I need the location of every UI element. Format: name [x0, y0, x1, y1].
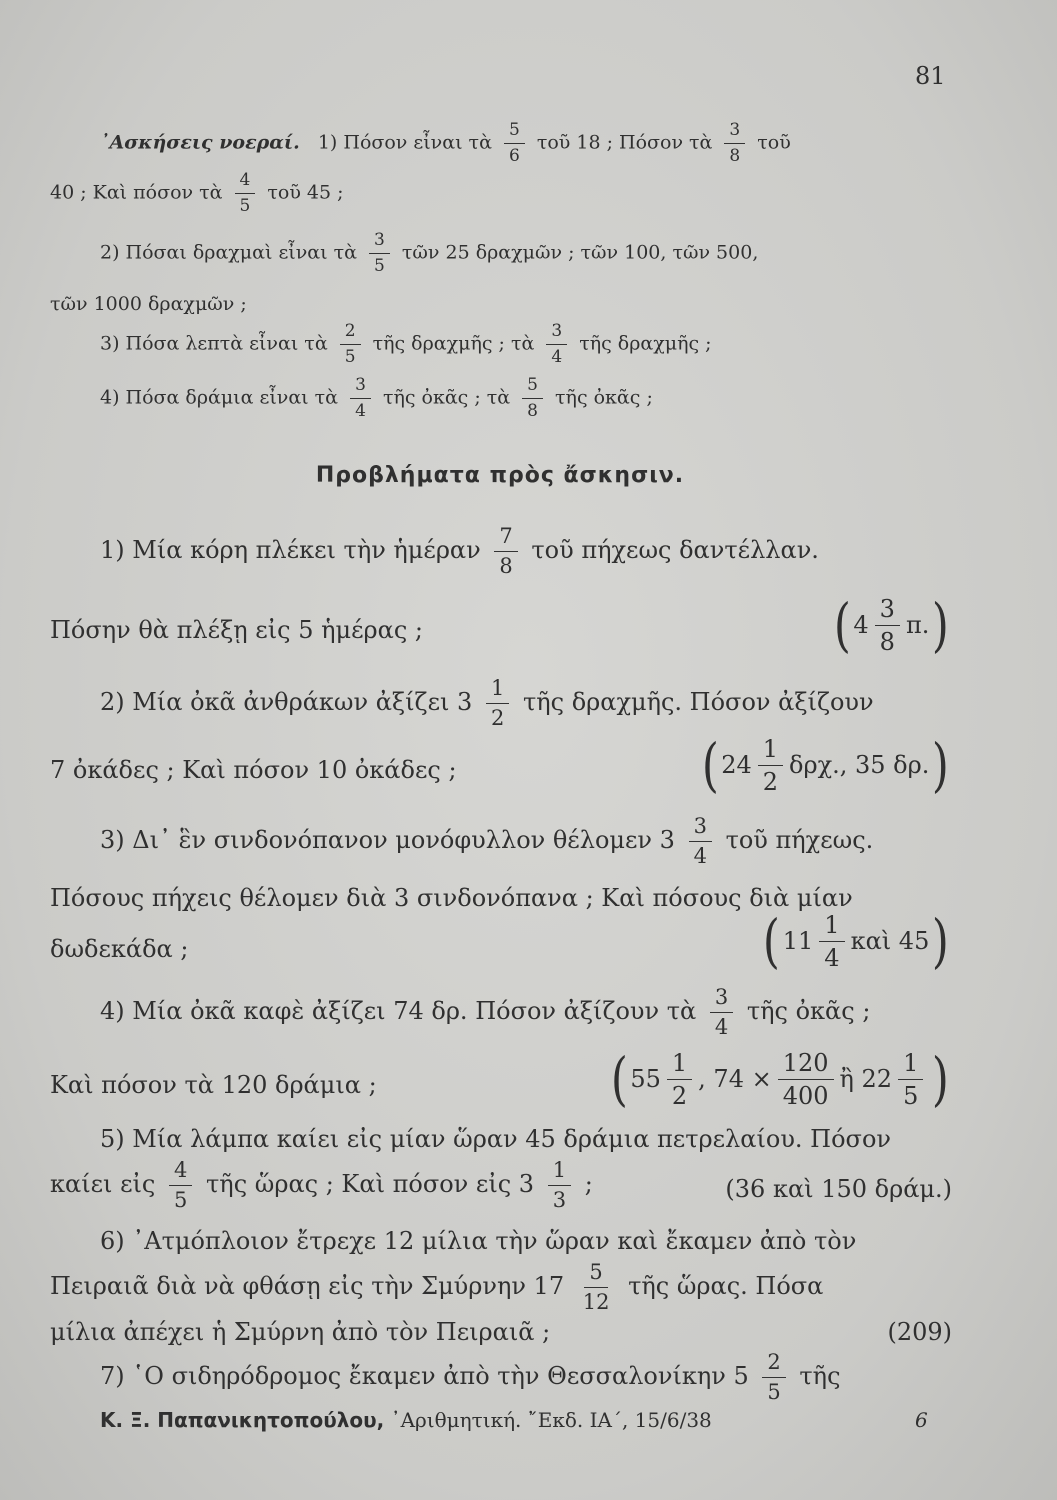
fraction: $\frac{3}{4}$: [710, 987, 733, 1038]
exercise-1-line-2: 40 ; Καὶ πόσον τὰ $\frac{4}{5}$ τοῦ 45 ;: [50, 170, 344, 216]
fraction: $\frac{1}{2}$: [486, 678, 509, 729]
problem-6-line-2: Πειραιᾶ διὰ νὰ φθάσῃ εἰς τὴν Σμύρνην 17 $\frac{5}{12}$ τῆς ὥρας. Πόσα: [50, 1260, 824, 1314]
problem-7-line-1: 7) ῾Ο σιδηρόδρομος ἔκαμεν ἀπὸ τὴν Θεσσαλονίκην 5 $\frac{2}{5}$ τῆς: [100, 1350, 841, 1404]
fraction: $\frac{5}{8}$: [522, 377, 543, 420]
fraction: $\frac{4}{5}$: [235, 172, 256, 215]
problem-3-line-1: 3) Δι᾿ ἓν σινδονόπανον μονόφυλλον θέλομεν 3 $\frac{3}{4}$ τοῦ πήχεως.: [100, 814, 874, 868]
fraction: $\frac{2}{5}$: [762, 1352, 785, 1403]
footer-author: Κ. Ξ. Παπανικητοπούλου,: [100, 1408, 385, 1432]
fraction: $\frac{1}{2}$: [758, 737, 783, 794]
fraction: $\frac{7}{8}$: [494, 526, 517, 577]
exercise-4: 4) Πόσα δράμια εἶναι τὰ $\frac{3}{4}$ τῆς ὀκᾶς ; τὰ $\frac{5}{8}$ τῆς ὀκᾶς ;: [100, 375, 653, 421]
problem-4-answer: ( 55 $\frac{1}{2}$ , 74 × $\frac{120}{400}$ ἢ 22 $\frac{1}{5}$ ): [610, 1045, 950, 1113]
fraction: $\frac{5}{12}$: [582, 1260, 610, 1314]
problem-2-line-1: 2) Μία ὀκᾶ ἀνθράκων ἀξίζει 3 $\frac{1}{2}$ τῆς δραχμῆς. Πόσον ἀξίζουν: [100, 676, 874, 730]
fraction: $\frac{3}{4}$: [689, 816, 712, 867]
problem-6-answer: (209): [887, 1318, 952, 1346]
problem-5-line-1: 5) Μία λάμπα καίει εἰς μίαν ὥραν 45 δράμια πετρελαίου. Πόσον: [100, 1125, 891, 1153]
problem-3-line-2: Πόσους πήχεις θέλομεν διὰ 3 σινδονόπανα ; Καὶ πόσους διὰ μίαν: [50, 884, 853, 912]
problem-3-line-3: δωδεκάδα ;: [50, 935, 189, 963]
problem-1-answer: ( 4 $\frac{3}{8}$ π. ): [833, 591, 950, 659]
fraction: $\frac{3}{5}$: [369, 232, 390, 275]
section-heading: Προβλήματα πρὸς ἄσκησιν.: [315, 463, 685, 488]
problem-1-line-2: Πόσην θὰ πλέξῃ εἰς 5 ἡμέρας ;: [50, 616, 423, 644]
fraction: $\frac{120}{400}$: [778, 1051, 834, 1108]
exercise-1-line-1: ᾿Ασκήσεις νοεραί. 1) Πόσον εἶναι τὰ $\frac{5}{6}$ τοῦ 18 ; Πόσον τὰ $\frac{3}{8}$ τοῦ: [100, 120, 791, 166]
page-number: 81: [915, 62, 946, 90]
fraction: $\frac{4}{5}$: [169, 1160, 192, 1211]
fraction: $\frac{1}{5}$: [898, 1051, 923, 1108]
problem-2-answer: ( 24 $\frac{1}{2}$ δρχ., 35 δρ. ): [701, 731, 950, 799]
problem-5-line-2: καίει εἰς $\frac{4}{5}$ τῆς ὥρας ; Καὶ πόσον εἰς 3 $\frac{1}{3}$ ;: [50, 1158, 593, 1212]
problem-4-line-2: Καὶ πόσον τὰ 120 δράμια ;: [50, 1071, 377, 1099]
footer-signature: 6: [915, 1408, 928, 1432]
fraction: $\frac{1}{4}$: [819, 913, 844, 970]
exercise-3: 3) Πόσα λεπτὰ εἶναι τὰ $\frac{2}{5}$ τῆς δραχμῆς ; τὰ $\frac{3}{4}$ τῆς δραχμῆς ;: [100, 321, 712, 367]
fraction: $\frac{3}{4}$: [350, 377, 371, 420]
problem-4-line-1: 4) Μία ὀκᾶ καφὲ ἀξίζει 74 δρ. Πόσον ἀξίζουν τὰ $\frac{3}{4}$ τῆς ὀκᾶς ;: [100, 985, 871, 1039]
fraction: $\frac{5}{6}$: [504, 122, 525, 165]
problem-3-answer: ( 11 $\frac{1}{4}$ καὶ 45 ): [762, 907, 950, 975]
problem-1-line-1: 1) Μία κόρη πλέκει τὴν ἡμέραν $\frac{7}{8}$ τοῦ πήχεως δαντέλλαν.: [100, 524, 819, 578]
fraction: $\frac{3}{8}$: [724, 122, 745, 165]
exercise-2-line-2: τῶν 1000 δραχμῶν ;: [50, 293, 247, 315]
footer-title: ᾿Αριθμητική. ῎Εκδ. ΙΑ΄, 15/6/38: [390, 1408, 712, 1432]
problem-6-line-3: μίλια ἀπέχει ἡ Σμύρνη ἀπὸ τὸν Πειραιᾶ ;: [50, 1318, 551, 1346]
fraction: $\frac{1}{3}$: [548, 1160, 571, 1211]
page-footer: [100, 1408, 928, 1432]
problem-2-line-2: 7 ὀκάδες ; Καὶ πόσον 10 ὀκάδες ;: [50, 756, 457, 784]
exercise-2-line-1: 2) Πόσαι δραχμαὶ εἶναι τὰ $\frac{3}{5}$ τῶν 25 δραχμῶν ; τῶν 100, τῶν 500,: [100, 230, 759, 276]
fraction: $\frac{3}{8}$: [875, 597, 900, 654]
problem-6-line-1: 6) ᾿Ατμόπλοιον ἔτρεχε 12 μίλια τὴν ὥραν καὶ ἔκαμεν ἀπὸ τὸν: [100, 1227, 857, 1255]
fraction: $\frac{3}{4}$: [546, 323, 567, 366]
exercises-label: ᾿Ασκήσεις νοεραί.: [100, 131, 300, 154]
problem-5-answer: (36 καὶ 150 δράμ.): [725, 1175, 952, 1203]
fraction: $\frac{2}{5}$: [340, 323, 361, 366]
fraction: $\frac{1}{2}$: [667, 1051, 692, 1108]
